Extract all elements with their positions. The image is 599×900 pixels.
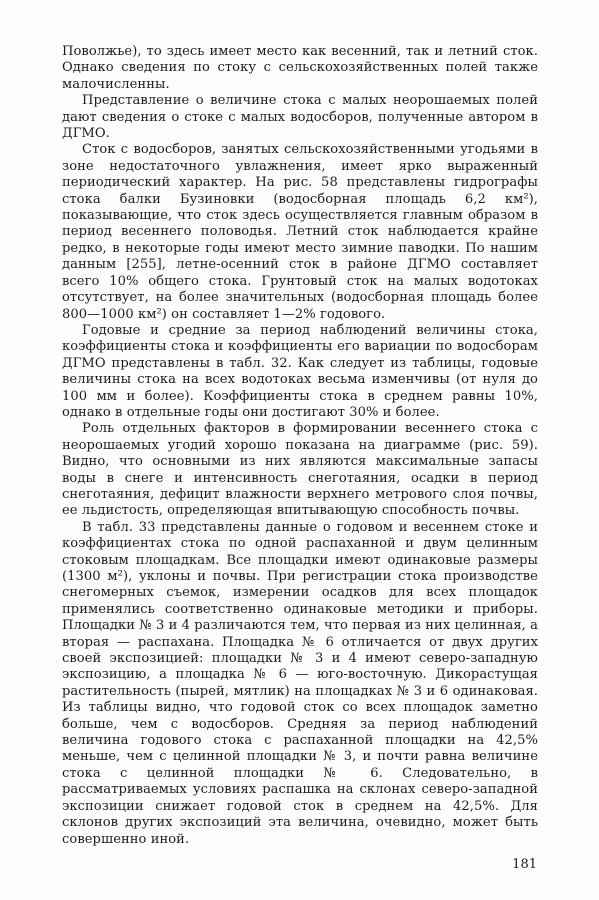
- paragraph-continuation: Поволжье), то здесь имеет место как весенний, так и летний сток. Однако сведения по стоку с сельскохозяйственных полей также малочисленны.: [62, 44, 538, 92]
- paragraph: В табл. 33 представлены данные о годовом и весеннем стоке и коэффициентах стока по одной распаханной и двум целинным стоковым площадкам. Все площадки имеют одинаковые размеры (1300 м²), уклоны и почвы. При регистрации стока производстве снегомерных съемок, измерении осадков для всех площадок применялись соответственно одинаковые методики и приборы. Площадки № 3 и 4 различаются тем, что первая из них целинная, а вторая — распахана. Площадка № 6 отличается от двух других своей экспозицией: площадки № 3 и 4 имеют северо-западную экспозицию, а площадка № 6 — юго-восточную. Дикорастущая растительность (пырей, мятлик) на площадках № 3 и 6 одинаковая. Из таблицы видно, что годовой сток со всех площадок заметно больше, чем с водосборов. Средняя за период наблюдений величина годового стока с распаханной площадки на 42,5% меньше, чем с целинной площадки № 3, и почти равна величине стока с целинной площадки № 6. Следовательно, в рассматриваемых условиях распашка на склонах северо-западной экспозиции снижает годовой сток в среднем на 42,5%. Для склонов других экспозиций эта величина, очевидно, может быть совершенно иной.: [62, 519, 538, 847]
- paragraph: Годовые и средние за период наблюдений величины стока, коэффициенты стока и коэффициенты его вариации по водосборам ДГМО представлены в табл. 32. Как следует из таблицы, годовые величины стока на всех водотоках весьма изменчивы (от нуля до 100 мм и более). Коэффициенты стока в среднем равны 10%, однако в отдельные годы они достигают 30% и более.: [62, 322, 538, 420]
- body-text: [62, 44, 538, 848]
- paragraph: Представление о величине стока с малых неорошаемых полей дают сведения о стоке с малых водосборов, полученные автором в ДГМО.: [62, 93, 538, 142]
- paragraph: Сток с водосборов, занятых сельскохозяйственными угодьями в зоне недостаточного увлажнения, имеет ярко выраженный периодический характер. На рис. 58 представлены гидрографы стока балки Бузиновки (водосборная площадь 6,2 км²), показывающие, что сток здесь осуществляется главным образом в период весеннего половодья. Летний сток наблюдается крайне редко, в некоторые годы имеют место зимние паводки. По нашим данным [255], летне-осенний сток в районе ДГМО составляет всего 10% общего стока. Грунтовый сток на малых водотоках отсутствует, на более значительных (водосборная площадь более 800—1000 км²) он составляет 1—2% годового.: [62, 142, 538, 322]
- paragraph: Роль отдельных факторов в формировании весеннего стока с неорошаемых угодий хорошо показана на диаграмме (рис. 59). Видно, что основными из них являются максимальные запасы воды в снеге и интенсивность снеготаяния, осадки в период снеготаяния, дефицит влажности верхнего метрового слоя почвы, ее льдистость, определяющая впитывающую способность почвы.: [62, 421, 538, 519]
- page-number: 181: [512, 857, 537, 872]
